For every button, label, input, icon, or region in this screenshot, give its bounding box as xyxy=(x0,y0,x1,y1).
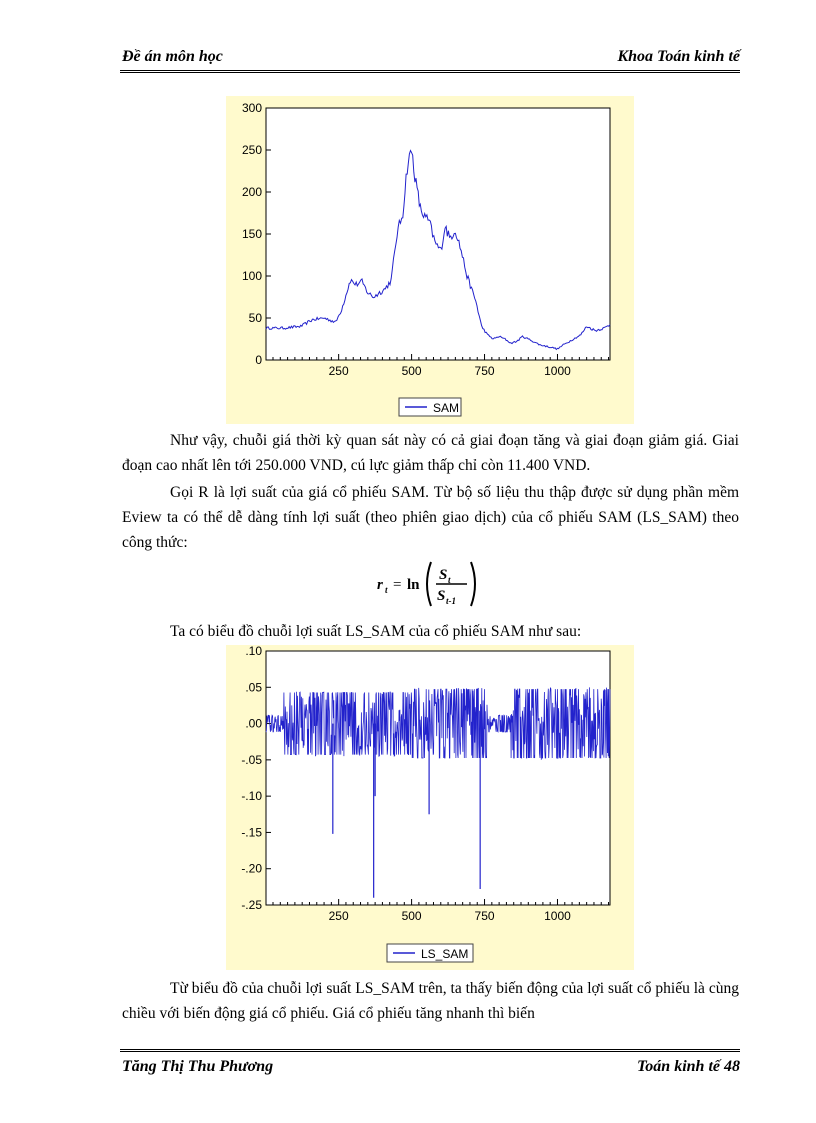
legend xyxy=(387,944,473,962)
formula-lhs: r xyxy=(377,577,383,593)
paragraph-3: Ta có biểu đồ chuỗi lợi suất LS_SAM của cổ phiếu SAM như sau: xyxy=(170,623,582,640)
footer-left: Tăng Thị Thu Phương xyxy=(122,1058,274,1075)
sam-price-chart xyxy=(226,96,634,424)
y-tick-label: -.05 xyxy=(241,752,262,767)
header-right: Khoa Toán kinh tế xyxy=(617,48,740,65)
x-tick-label: 1000 xyxy=(544,909,571,923)
y-tick-label: -.20 xyxy=(241,861,262,876)
legend xyxy=(399,398,461,416)
paragraph-1: Như vậy, chuỗi giá thời kỳ quan sát này có cả giai đoạn tăng và giai đoạn giảm giá. Giai đoạn cao nhất lên tới 250.000 VND, cú lực giảm thấp chỉ còn 11.400 VND. xyxy=(122,432,739,474)
x-tick-label: 250 xyxy=(328,364,349,378)
formula-fn: ln xyxy=(407,577,420,593)
footer-rule xyxy=(120,1049,740,1054)
y-tick-label: 300 xyxy=(241,101,262,115)
y-tick-label: 50 xyxy=(248,311,262,325)
x-tick-label: 750 xyxy=(474,364,495,378)
ls-sam-return-chart xyxy=(226,645,634,970)
x-tick-label: 750 xyxy=(474,909,495,923)
legend-label: SAM xyxy=(433,401,460,415)
y-tick-label: -.15 xyxy=(241,825,262,840)
header-rule xyxy=(120,70,740,75)
ls-sam-return-chart-svg xyxy=(226,645,634,970)
formula-eq: = xyxy=(393,577,402,593)
formula-den-sub: t-1 xyxy=(446,596,456,606)
y-tick-label: -.25 xyxy=(241,898,262,912)
y-tick-label: 200 xyxy=(241,185,262,199)
formula-num-sub: t xyxy=(448,575,451,585)
y-tick-label: 150 xyxy=(241,227,262,241)
y-tick-label: .00 xyxy=(245,716,262,731)
formula-right-paren xyxy=(471,562,475,606)
return-formula xyxy=(375,558,485,610)
y-tick-label: 0 xyxy=(255,353,262,367)
paragraph-4: Từ biểu đồ của chuỗi lợi suất LS_SAM trên, ta thấy biến động của lợi suất cổ phiếu là cùng chiều với biến động giá cổ phiếu. Giá cổ phiếu tăng nhanh thì biến xyxy=(122,980,739,1022)
x-tick-label: 500 xyxy=(401,364,422,378)
formula-left-paren xyxy=(427,562,431,606)
plot-area xyxy=(266,108,610,360)
y-tick-label: .10 xyxy=(245,645,262,658)
y-tick-label: .05 xyxy=(245,680,262,695)
x-tick-label: 250 xyxy=(328,909,349,923)
y-tick-label: -.10 xyxy=(241,789,262,804)
x-tick-label: 1000 xyxy=(544,364,571,378)
legend-label: LS_SAM xyxy=(421,947,469,961)
formula-lhs-sub: t xyxy=(385,585,388,595)
x-tick-label: 500 xyxy=(401,909,422,923)
sam-price-chart-svg xyxy=(226,96,634,424)
formula-den: S xyxy=(437,588,446,604)
header-left: Đề án môn học xyxy=(122,48,223,65)
y-tick-label: 250 xyxy=(241,143,262,157)
formula-num: S xyxy=(439,567,448,583)
paragraph-2: Gọi R là lợi suất của giá cổ phiếu SAM. Từ bộ số liệu thu thập được sử dụng phần mềm Eview ta có thể dễ dàng tính lợi suất (theo phiên giao dịch) của cổ phiếu SAM (LS_SAM) theo công thức: xyxy=(122,484,739,551)
footer-right: Toán kinh tế 48 xyxy=(637,1058,740,1075)
y-tick-label: 100 xyxy=(241,269,262,283)
